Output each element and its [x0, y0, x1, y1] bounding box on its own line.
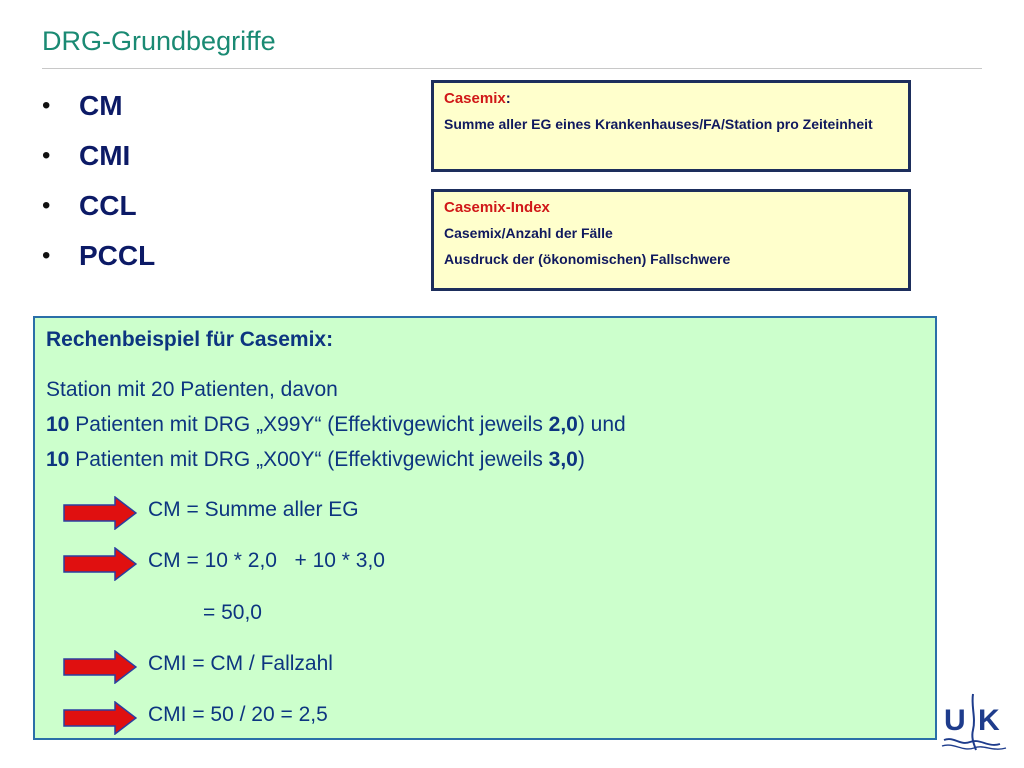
line-text: Patienten mit DRG „X00Y“ (Effektivgewicht jeweils [69, 448, 549, 471]
bullet-dot: • [42, 142, 51, 169]
example-intro: Station mit 20 Patienten, davon [46, 378, 338, 401]
patient-count: 10 [46, 413, 70, 436]
casemix-index-definition-box [431, 189, 911, 291]
effective-weight: 3,0 [548, 448, 578, 471]
casemix-definition-text: Summe aller EG eines Krankenhauses/FA/Station pro Zeiteinheit [444, 116, 873, 132]
svg-text:U: U [944, 704, 966, 737]
line-text: ) und [577, 413, 626, 436]
line-text: Patienten mit DRG „X99Y“ (Effektivgewicht jeweils [69, 413, 549, 436]
slide-title: DRG-Grundbegriffe [42, 26, 276, 56]
example-line-2 [46, 448, 585, 472]
casemix-definition-heading [444, 90, 898, 107]
formula-cmi-definition: CMI = CM / Fallzahl [148, 652, 333, 675]
bullet-dot: • [42, 92, 51, 119]
formula-cmi-calculation: CMI = 50 / 20 = 2,5 [148, 703, 328, 726]
bullet-label: CMI [79, 140, 131, 171]
casemix-index-heading: Casemix-Index [444, 199, 550, 216]
calculation-example-box [33, 316, 937, 740]
arrow-right-icon [63, 496, 137, 530]
casemix-index-line-1: Casemix/Anzahl der Fälle [444, 225, 613, 241]
arrow-right-icon [63, 547, 137, 581]
bullet-dot: • [42, 242, 51, 269]
example-heading: Rechenbeispiel für Casemix: [46, 328, 334, 351]
bullet-label: CM [79, 90, 123, 121]
arrow-right-icon [63, 701, 137, 735]
casemix-term: Casemix [444, 90, 506, 107]
bullet-dot: • [42, 192, 51, 219]
casemix-definition-box [431, 80, 911, 172]
formula-cm-calculation: CM = 10 * 2,0 + 10 * 3,0 [148, 549, 385, 572]
formula-cm-result: = 50,0 [203, 601, 262, 624]
effective-weight: 2,0 [548, 413, 578, 436]
svg-text:K: K [978, 704, 1000, 737]
formula-cm-definition: CM = Summe aller EG [148, 498, 359, 521]
bullet-label: PCCL [79, 240, 156, 271]
example-line-1 [46, 413, 626, 437]
arrow-right-icon [63, 650, 137, 684]
casemix-index-line-2: Ausdruck der (ökonomischen) Fallschwere [444, 251, 731, 267]
title-divider [42, 68, 982, 69]
line-text: ) [577, 448, 585, 471]
bullet-label: CCL [79, 190, 137, 221]
patient-count: 10 [46, 448, 70, 471]
ukk-logo-icon [940, 690, 1010, 754]
heading-colon: : [505, 90, 511, 107]
